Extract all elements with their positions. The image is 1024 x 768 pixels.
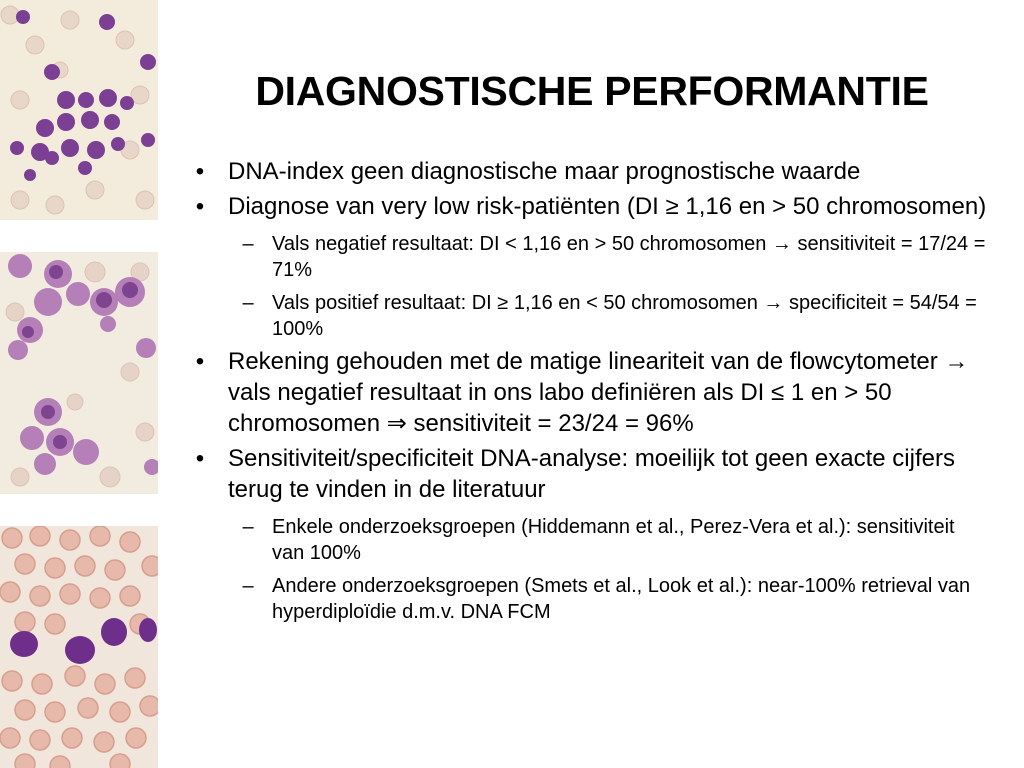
bullet-text: DNA-index geen diagnostische maar prognostische waarde xyxy=(228,158,861,185)
sub-bullet-marker: – xyxy=(242,292,254,314)
blood-smear-image xyxy=(0,252,158,494)
sub-bullet-text: Vals negatief resultaat: DI < 1,16 en > 50 chromosomen → sensitiviteit = 17/24 = 71% xyxy=(272,233,986,281)
blood-smear-image xyxy=(0,0,158,220)
bullet-text: Rekening gehouden met de matige lineariteit van de flowcytometer → vals negatief resultaat in ons labo definiëren als DI ≤ 1 en > 50 chromosomen ⇒ sensitiviteit = 23/24 = 96% xyxy=(228,348,969,437)
bullet-text: Diagnose van very low risk-patiënten (DI ≥ 1,16 en > 50 chromosomen) xyxy=(228,193,987,220)
sub-bullet-item xyxy=(190,290,990,342)
sub-bullet-list xyxy=(190,514,990,625)
microscopy-image-top xyxy=(0,0,158,220)
bullet-marker: • xyxy=(195,158,205,185)
bullet-item xyxy=(190,443,990,625)
blood-smear-image xyxy=(0,526,158,768)
sub-bullet-item xyxy=(190,514,990,566)
slide-title: DIAGNOSTISCHE PERFORMANTIE xyxy=(255,68,929,114)
sub-bullet-text: Vals positief resultaat: DI ≥ 1,16 en < 50 chromosomen → specificiteit = 54/54 = 100% xyxy=(272,292,977,340)
sub-bullet-marker: – xyxy=(242,575,254,597)
sub-bullet-text: Enkele onderzoeksgroepen (Hiddemann et al., Perez-Vera et al.): sensitiviteit van 100% xyxy=(272,516,955,564)
sub-bullet-item xyxy=(190,231,990,283)
bullet-item xyxy=(190,156,990,187)
slide-content xyxy=(190,156,990,629)
bullet-list xyxy=(190,156,990,625)
microscopy-image-bottom xyxy=(0,526,158,768)
bullet-marker: • xyxy=(195,348,205,375)
sub-bullet-list xyxy=(190,231,990,342)
sub-bullet-text: Andere onderzoeksgroepen (Smets et al., Look et al.): near-100% retrieval van hyperdiploïdie d.m.v. DNA FCM xyxy=(272,575,971,623)
sub-bullet-marker: – xyxy=(242,233,254,255)
bullet-item xyxy=(190,346,990,439)
bullet-item xyxy=(190,191,990,342)
image-column xyxy=(0,0,160,768)
bullet-marker: • xyxy=(195,193,205,220)
bullet-text: Sensitiviteit/specificiteit DNA-analyse: moeilijk tot geen exacte cijfers terug te vinden in de literatuur xyxy=(228,445,955,503)
bullet-marker: • xyxy=(195,445,205,472)
sub-bullet-marker: – xyxy=(242,516,254,538)
sub-bullet-item xyxy=(190,573,990,625)
microscopy-image-middle xyxy=(0,252,158,494)
